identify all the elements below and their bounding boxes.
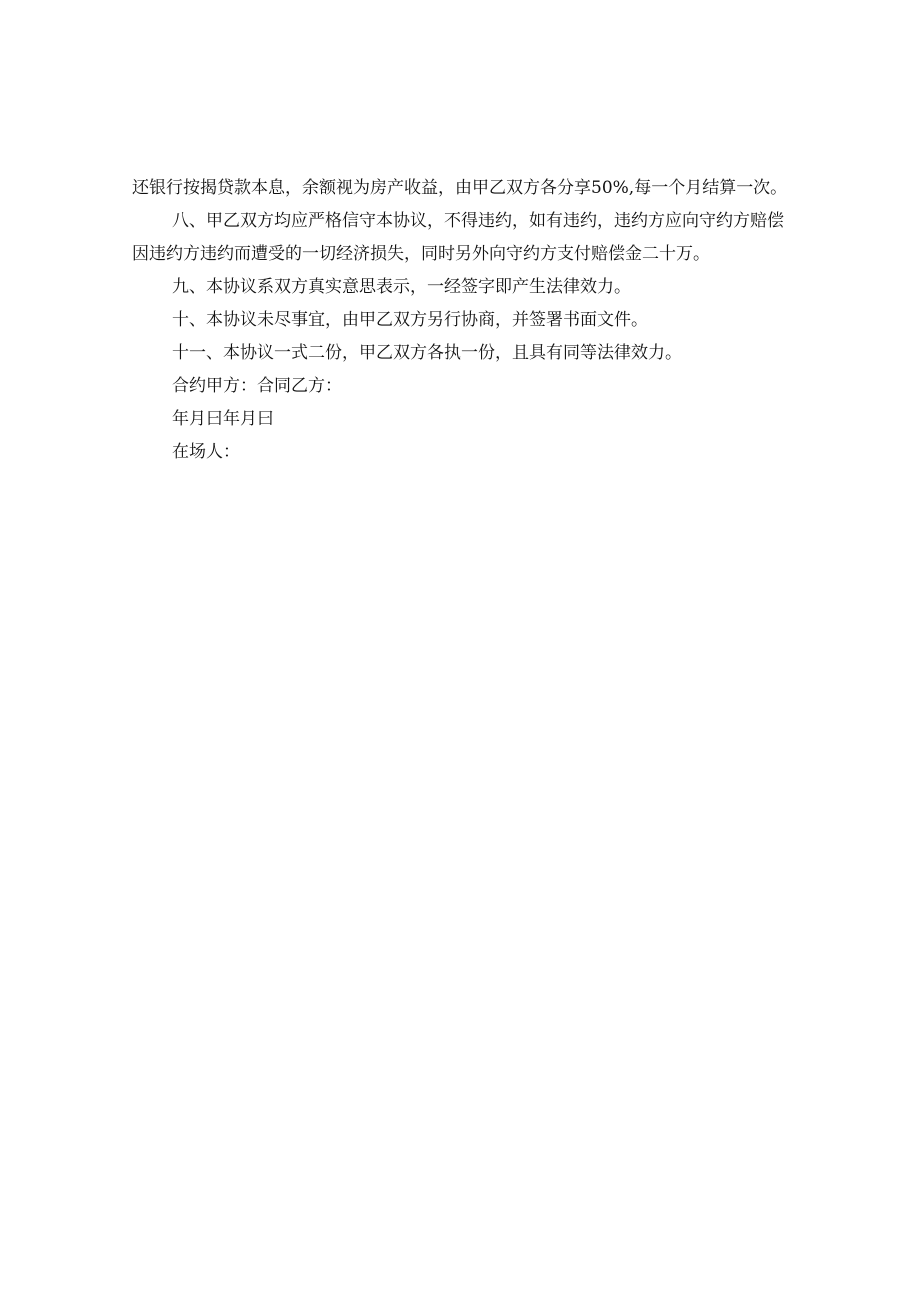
paragraph-continuation bbox=[132, 172, 792, 205]
clause-9 bbox=[132, 271, 792, 304]
signature-dates-label: 年月曰年月曰 bbox=[172, 409, 274, 429]
paragraph-line: 九、本协议系双方真实意思表示，一经签字即产生法律效力。 bbox=[172, 277, 631, 297]
clause-11 bbox=[132, 337, 792, 370]
paragraph-line: 八、甲乙双方均应严格信守本协议，不得违约，如有违约，违约方应向守约方赔偿 bbox=[172, 211, 784, 231]
signature-witness bbox=[132, 436, 792, 469]
document-body bbox=[132, 172, 792, 469]
clause-10 bbox=[132, 304, 792, 337]
signature-parties-label: 合约甲方：合同乙方： bbox=[172, 376, 342, 396]
signature-dates bbox=[132, 403, 792, 436]
paragraph-line: 十、本协议未尽事宜，由甲乙双方另行协商，并签署书面文件。 bbox=[172, 310, 648, 330]
witness-label: 在场人： bbox=[172, 442, 240, 462]
signature-parties bbox=[132, 370, 792, 403]
paragraph-line: 因违约方违约而遭受的一切经济损失，同时另外向守约方支付赔偿金二十万。 bbox=[132, 244, 710, 264]
paragraph-line: 十一、本协议一式二份，甲乙双方各执一份，且具有同等法律效力。 bbox=[172, 343, 682, 363]
paragraph-line: 还银行按揭贷款本息，余额视为房产收益，由甲乙双方各分享50%,每一个月结算一次。 bbox=[132, 178, 788, 198]
clause-8 bbox=[132, 205, 792, 271]
